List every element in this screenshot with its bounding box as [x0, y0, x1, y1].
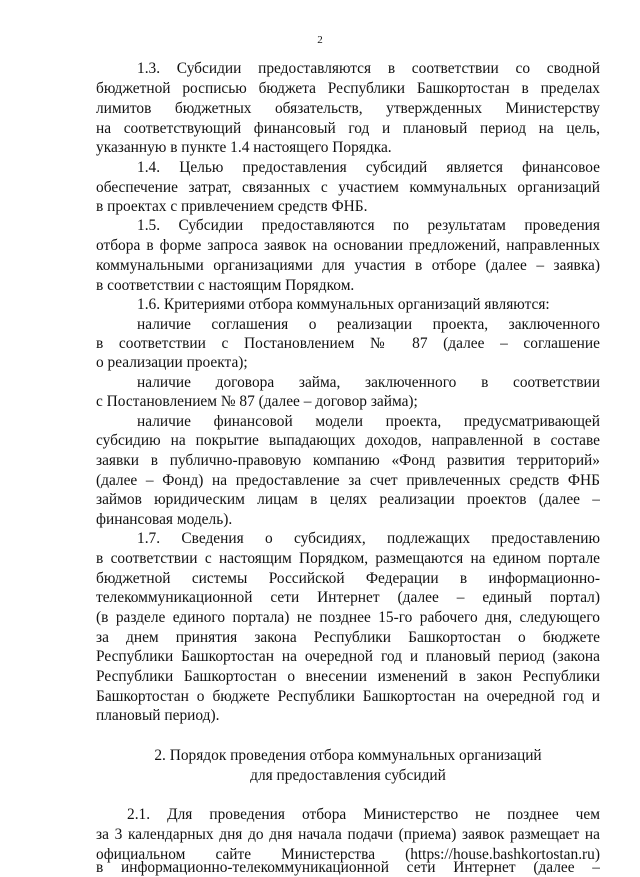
paragraph-2-1-line: 2.1. Для проведения отбора Министерство не позднее чем — [127, 806, 600, 823]
paragraph-1-6-line: 1.6. Критериями отбора коммунальных организаций являются: — [137, 296, 550, 313]
paragraph-1-3-line: 1.3. Субсидии предоставляются в соответствии со сводной — [137, 60, 600, 77]
paragraph-1-3-line: на соответствующий финансовый год и плановый период на цель, — [96, 120, 600, 137]
paragraph-1-4-line: обеспечение затрат, связанных с участием коммунальных организаций — [96, 179, 600, 196]
paragraph-1-3-line: лимитов бюджетных обязательств, утвержденных Министерству — [96, 100, 600, 117]
criterion-line: в соответствии с Постановлением № 87 (далее – соглашение — [96, 335, 600, 352]
criterion-line: финансовая модель). — [96, 511, 233, 528]
paragraph-1-7-line: телекоммуникационной сети Интернет (далее – единый портал) — [96, 589, 600, 606]
paragraph-1-4-line: 1.4. Целью предоставления субсидий является финансовое — [137, 159, 600, 176]
criterion-line: займов юридическим лицам в целях реализации проектов (далее – — [96, 491, 600, 508]
paragraph-1-3-line: бюджетной росписью бюджета Республики Башкортостан в пределах — [96, 80, 600, 97]
criterion-line: субсидию на покрытие выпадающих доходов, направленной в составе — [96, 432, 600, 449]
criterion-line: о реализации проекта); — [96, 354, 248, 371]
paragraph-2-1-line: официальном сайте Министерства (https://house.bashkortostan.ru) — [96, 846, 600, 863]
paragraph-1-7-line: за днем принятия закона Республики Башкортостан о бюджете — [96, 629, 600, 646]
paragraph-1-7-line: бюджетной системы Российской Федерации в информационно- — [96, 570, 600, 587]
paragraph-1-3-line: указанную в пункте 1.4 настоящего Порядка. — [96, 139, 392, 156]
paragraph-2-1-line: в информационно-телекоммуникационной сети Интернет (далее – — [96, 859, 600, 876]
criterion-line: наличие соглашения о реализации проекта, заключенного — [137, 316, 600, 333]
paragraph-1-7-line: Башкортостан о бюджете Республики Башкортостан на очередной год и — [96, 688, 600, 705]
paragraph-1-7-line: Республики Башкортостан о внесении изменений в закон Республики — [96, 668, 600, 685]
paragraph-1-5-line: отбора в форме запроса заявок на основании предложений, направленных — [96, 237, 600, 254]
criterion-line: (далее – Фонд) на предоставление за счет привлеченных средств ФНБ — [96, 472, 600, 489]
paragraph-1-7-line: 1.7. Сведения о субсидиях, подлежащих предоставлению — [137, 530, 600, 547]
paragraph-1-7-line: плановый период). — [96, 707, 220, 724]
paragraph-1-5-line: в соответствии с настоящим Порядком. — [96, 277, 355, 294]
page-number: 2 — [317, 34, 323, 46]
paragraph-2-1-line: за 3 календарных дня до дня начала подачи (приема) заявок размещает на — [96, 826, 600, 843]
paragraph-1-5-line: коммунальными организациями для участия в отборе (далее – заявка) — [96, 257, 600, 274]
paragraph-1-7-line: Республики Башкортостан на очередной год и плановый период (закона — [96, 648, 600, 665]
criterion-line: с Постановлением № 87 (далее – договор займа); — [96, 393, 418, 410]
criterion-line: наличие договора займа, заключенного в соответствии — [137, 374, 600, 391]
section-heading: для предоставления субсидий — [250, 767, 446, 784]
paragraph-1-7-line: (в разделе единого портала) не позднее 15-го рабочего дня, следующего — [96, 609, 600, 626]
paragraph-1-7-line: в соответствии с настоящим Порядком, размещаются на едином портале — [96, 550, 600, 567]
paragraph-1-4-line: в проектах с привлечением средств ФНБ. — [96, 198, 368, 215]
criterion-line: заявки в публично-правовую компанию «Фонд развития территорий» — [96, 452, 600, 469]
section-heading: 2. Порядок проведения отбора коммунальных организаций — [154, 747, 542, 764]
paragraph-1-5-line: 1.5. Субсидии предоставляются по результатам проведения — [137, 217, 600, 234]
criterion-line: наличие финансовой модели проекта, предусматривающей — [137, 413, 600, 430]
